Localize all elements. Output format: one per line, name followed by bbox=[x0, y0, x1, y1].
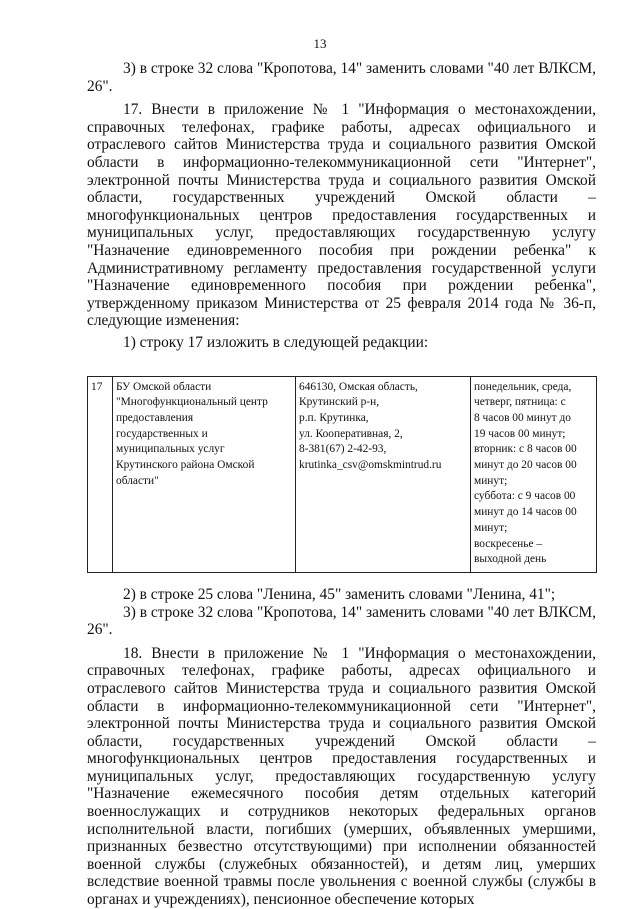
table-row bbox=[88, 376, 597, 572]
institution-line: предоставления bbox=[116, 411, 194, 424]
paragraph-replace-kropotova-1: 3) в строке 32 слова "Кропотова, 14" заменить словами "40 лет ВЛКСМ, 26". bbox=[87, 60, 596, 95]
row-number-cell bbox=[88, 376, 113, 572]
schedule-line: понедельник, среда, bbox=[474, 380, 572, 393]
paragraph-row-17-intro: 1) строку 17 изложить в следующей редакции: bbox=[123, 333, 429, 351]
schedule-line: суббота: с 9 часов 00 bbox=[474, 490, 576, 503]
address-line: р.п. Крутинка, bbox=[299, 411, 369, 424]
schedule-line: минут; bbox=[474, 521, 508, 534]
schedule-line: 8 часов 00 минут до bbox=[474, 411, 571, 424]
document-body bbox=[87, 60, 596, 909]
paragraph-item-17: 17. Внести в приложение № 1 "Информация о местонахождении, справочных телефонах, графике работы, адресах официального и отраслевого сайтов Министерства труда и социального развития Омской области в информационно-телекоммуникационной сети "Интернет", электронной почты Министерства труда и социального развития Омской области, государственных учреждений Омской области – многофункциональных центров предоставления государственных и муниципальных услуг, предоставляющих государственную услугу "Назначение единовременного пособия при рождении ребенка" к Административному регламенту предоставления государственной услуги "Назначение единовременного пособия при рождении ребенка", утвержденному приказом Министерства от 25 февраля 2014 года № 36-п, следующие изменения: bbox=[87, 101, 596, 330]
paragraph-item-18: 18. Внести в приложение № 1 "Информация о местонахождении, справочных телефонах, графике работы, адресах официального и отраслевого сайтов Министерства труда и социального развития Омской области в информационно-телекоммуникационной сети "Интернет", электронной почты Министерства труда и социального развития Омской области, государственных учреждений Омской области – многофункциональных центров предоставления государственных и муниципальных услуг, предоставляющих государственную услугу "Назначение ежемесячного пособия детям отдельных категорий военнослужащих и сотрудников некоторых федеральных органов исполнительной власти, погибших (умерших, объявленных умершими, признанных безвестно отсутствующими) при исполнении обязанностей военной службы (служебных обязанностей), и детям лиц, умерших вследствие военной травмы после увольнения с военной службы (службы в органах и учреждениях), пенсионное обеспечение которых bbox=[87, 644, 596, 909]
page-number: 13 bbox=[313, 36, 327, 51]
paragraph-replace-kropotova-2: 3) в строке 32 слова "Кропотова, 14" заменить словами "40 лет ВЛКСМ, 26". bbox=[87, 603, 596, 639]
paragraph-replace-lenina: 2) в строке 25 слова "Ленина, 45" заменить словами "Ленина, 41"; bbox=[123, 585, 556, 603]
institution-line: "Многофункциональный центр bbox=[116, 396, 268, 409]
row-number: 17 bbox=[91, 380, 103, 393]
schedule-line: четверг, пятница: с bbox=[474, 396, 566, 409]
schedule-line: 19 часов 00 минут; bbox=[474, 427, 566, 440]
address-cell bbox=[296, 376, 471, 572]
schedule-line: минут до 14 часов 00 bbox=[474, 506, 577, 519]
address-line: 646130, Омская область, bbox=[299, 380, 418, 393]
schedule-line: выходной день bbox=[474, 553, 547, 566]
row-17-table bbox=[87, 376, 597, 573]
email-line: krutinka_csv@omskmintrud.ru bbox=[299, 459, 442, 472]
schedule-line: минут; bbox=[474, 474, 508, 487]
schedule-line: вторник: с 8 часов 00 bbox=[474, 443, 577, 456]
address-line: Крутинский р-н, bbox=[299, 396, 380, 409]
schedule-line: минут до 20 часов 00 bbox=[474, 459, 577, 472]
schedule-cell bbox=[471, 376, 597, 572]
institution-line: Крутинского района Омской bbox=[116, 459, 255, 472]
institution-line: БУ Омской области bbox=[116, 380, 212, 393]
institution-cell bbox=[113, 376, 296, 572]
institution-line: области" bbox=[116, 474, 159, 487]
address-line: ул. Кооперативная, 2, bbox=[299, 427, 403, 440]
schedule-line: воскресенье – bbox=[474, 537, 543, 550]
phone-line: 8-381(67) 2-42-93, bbox=[299, 443, 387, 456]
institution-line: государственных и bbox=[116, 427, 208, 440]
institution-line: муниципальных услуг bbox=[116, 443, 225, 456]
